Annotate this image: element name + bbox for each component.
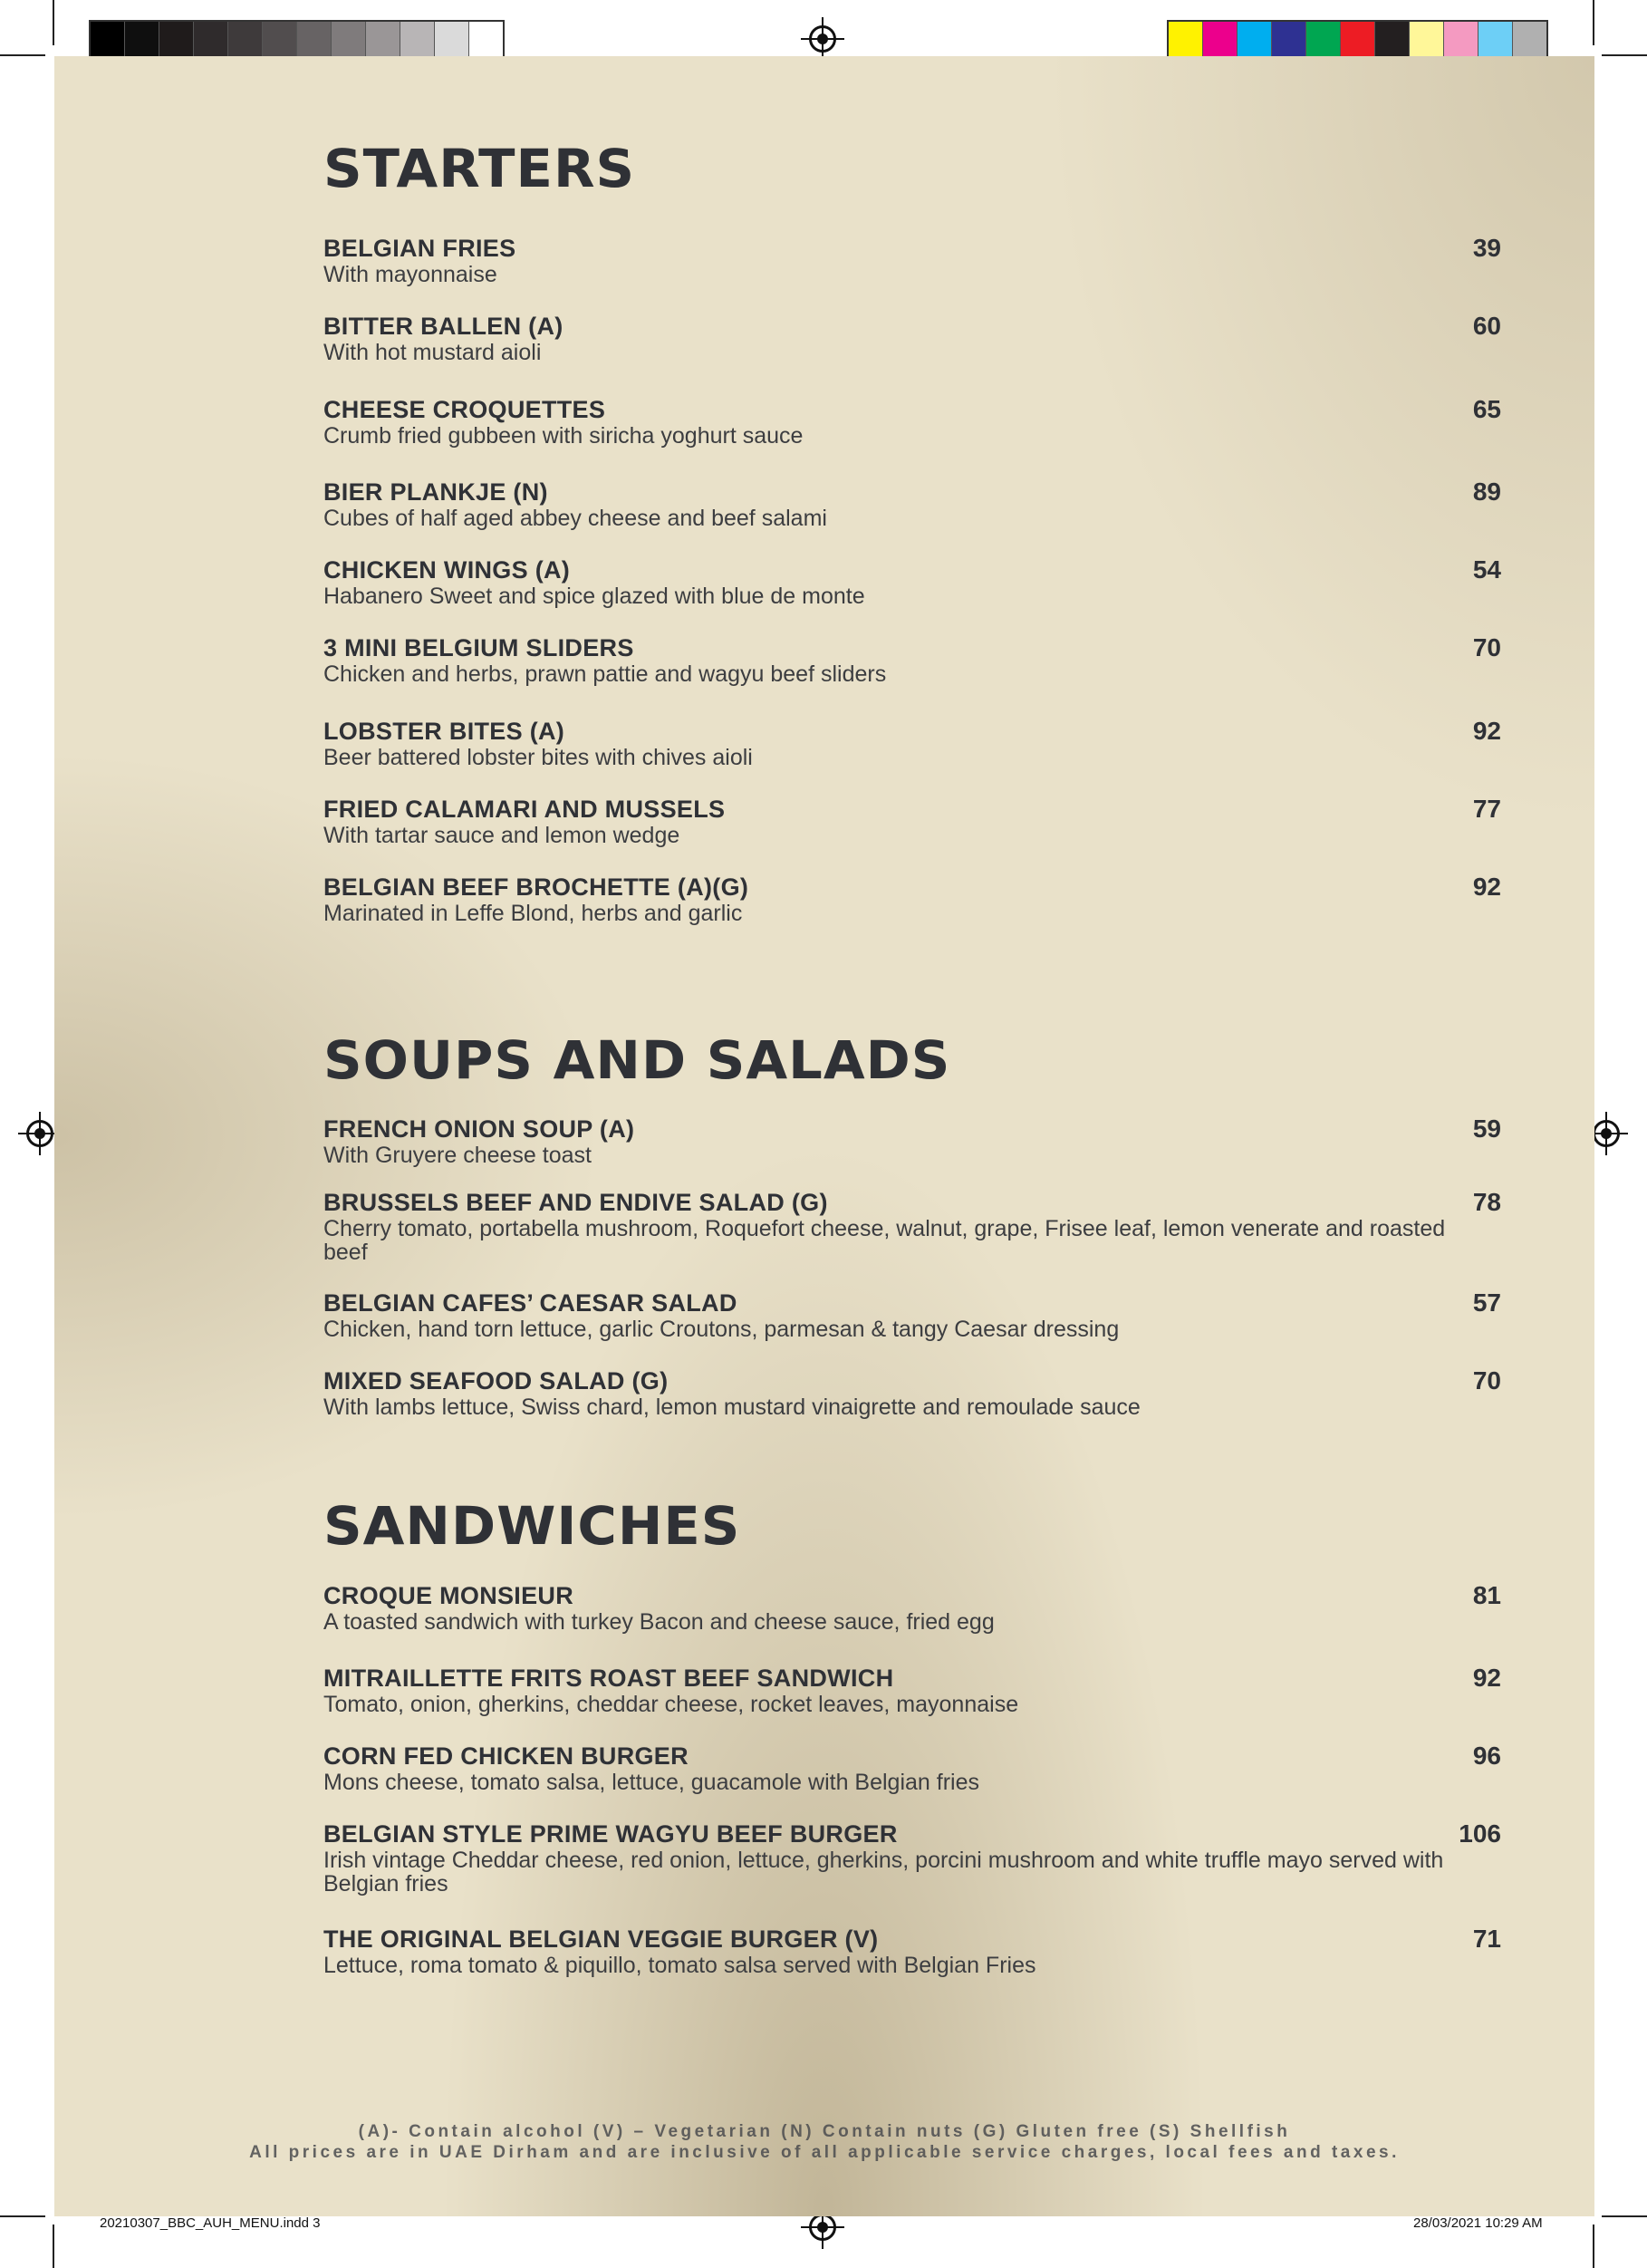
color-swatch — [1375, 22, 1410, 60]
menu-item-name: BRUSSELS BEEF AND ENDIVE SALAD (G) — [323, 1189, 828, 1216]
menu-item-price: 70 — [1472, 633, 1501, 661]
menu-item-description: Cherry tomato, portabella mushroom, Roquefort cheese, walnut, grape, Frisee leaf, lemon venerate and roasted beef — [323, 1216, 1446, 1265]
color-swatch — [1203, 22, 1238, 60]
section-title-soups-and-salads: SOUPS AND SALADS — [323, 1029, 951, 1091]
color-swatch — [263, 22, 297, 60]
color-swatch — [1410, 22, 1444, 60]
menu-item-name: CORN FED CHICKEN BURGER — [323, 1742, 689, 1770]
menu-item-price: 92 — [1472, 717, 1501, 745]
menu-item-price: 65 — [1472, 395, 1501, 423]
menu-item-name: LOBSTER BITES (A) — [323, 718, 565, 745]
color-swatch — [1272, 22, 1306, 60]
crop-mark — [1602, 54, 1647, 56]
registration-mark-icon — [809, 2214, 836, 2241]
menu-item-price: 92 — [1472, 873, 1501, 901]
menu-item-name: BELGIAN STYLE PRIME WAGYU BEEF BURGER — [323, 1820, 898, 1848]
menu-item — [323, 234, 1501, 286]
color-swatch — [1238, 22, 1272, 60]
menu-item-description: Chicken, hand torn lettuce, garlic Croutons, parmesan & tangy Caesar dressing — [323, 1317, 1120, 1342]
color-swatch — [297, 22, 332, 60]
menu-item-name: BIER PLANKJE (N) — [323, 478, 548, 506]
menu-item — [323, 1925, 1501, 1977]
crop-mark — [1593, 2225, 1594, 2268]
registration-mark-icon — [26, 1120, 53, 1147]
menu-item-price: 96 — [1472, 1742, 1501, 1770]
menu-item — [323, 555, 1501, 608]
menu-item — [323, 1581, 1501, 1634]
menu-item-name: CHICKEN WINGS (A) — [323, 556, 571, 584]
crop-mark — [1602, 2215, 1647, 2217]
menu-item-description: With lambs lettuce, Swiss chard, lemon mustard vinaigrette and remoulade sauce — [323, 1395, 1141, 1420]
menu-item-description: Habanero Sweet and spice glazed with blue de monte — [323, 584, 865, 609]
menu-item-description: Irish vintage Cheddar cheese, red onion, lettuce, gherkins, porcini mushroom and white truffle mayo served with Belgian fries — [323, 1848, 1444, 1896]
menu-item-description: With mayonnaise — [323, 262, 497, 287]
menu-item-price: 106 — [1459, 1819, 1501, 1848]
color-swatch — [332, 22, 366, 60]
menu-item-description: Beer battered lobster bites with chives aioli — [323, 745, 753, 770]
section-title-starters: STARTERS — [323, 138, 636, 199]
menu-item-price: 89 — [1472, 478, 1501, 506]
color-swatch — [194, 22, 228, 60]
color-swatch — [400, 22, 435, 60]
menu-item — [323, 1664, 1501, 1716]
menu-item-description: Chicken and herbs, prawn pattie and wagyu beef sliders — [323, 661, 887, 687]
menu-item — [323, 795, 1501, 847]
menu-item-name: FRIED CALAMARI AND MUSSELS — [323, 796, 726, 823]
menu-item-description: With Gruyere cheese toast — [323, 1143, 592, 1168]
color-swatch — [1513, 22, 1546, 60]
file-slug: 20210307_BBC_AUH_MENU.indd 3 — [100, 2215, 321, 2231]
menu-item — [323, 1742, 1501, 1794]
menu-item-description: A toasted sandwich with turkey Bacon and cheese sauce, fried egg — [323, 1609, 995, 1635]
registration-mark-icon — [1593, 1120, 1620, 1147]
menu-item-price: 78 — [1472, 1188, 1501, 1216]
crop-mark — [0, 2215, 45, 2217]
color-swatch — [1341, 22, 1375, 60]
menu-item-price: 71 — [1472, 1925, 1501, 1953]
menu-item-name: BELGIAN FRIES — [323, 235, 516, 262]
color-swatch — [228, 22, 263, 60]
color-swatch — [1306, 22, 1341, 60]
menu-item-name: FRENCH ONION SOUP (A) — [323, 1115, 635, 1143]
menu-item-price: 92 — [1472, 1664, 1501, 1692]
menu-item — [323, 1188, 1501, 1264]
menu-item-price: 57 — [1472, 1288, 1501, 1317]
menu-item-price: 39 — [1472, 234, 1501, 262]
menu-item-name: 3 MINI BELGIUM SLIDERS — [323, 634, 634, 661]
color-swatch — [1169, 22, 1203, 60]
menu-item — [323, 1366, 1501, 1419]
price-note: All prices are in UAE Dirham and are inclusive of all applicable service charges, local fees and taxes. — [249, 2143, 1400, 2162]
menu-item-description: Lettuce, roma tomato & piquillo, tomato salsa served with Belgian Fries — [323, 1953, 1036, 1978]
menu-item — [323, 717, 1501, 769]
registration-mark-icon — [809, 25, 836, 53]
menu-item-price: 59 — [1472, 1115, 1501, 1143]
crop-mark — [1593, 0, 1594, 45]
menu-item — [323, 395, 1501, 448]
color-swatch — [366, 22, 400, 60]
menu-item — [323, 1288, 1501, 1341]
crop-mark — [53, 0, 54, 45]
menu-item-description: Cubes of half aged abbey cheese and beef salami — [323, 506, 827, 531]
menu-item-description: With tartar sauce and lemon wedge — [323, 823, 680, 848]
menu-item-name: BELGIAN CAFES’ CAESAR SALAD — [323, 1289, 737, 1317]
color-swatch — [159, 22, 194, 60]
allergen-legend: (A)- Contain alcohol (V) – Vegetarian (N) Contain nuts (G) Gluten free (S) Shellfish — [358, 2122, 1291, 2141]
menu-item-name: BITTER BALLEN (A) — [323, 313, 563, 340]
menu-item-name: BELGIAN BEEF BROCHETTE (A)(G) — [323, 873, 749, 901]
menu-item-price: 81 — [1472, 1581, 1501, 1609]
menu-item-price: 60 — [1472, 312, 1501, 340]
menu-item — [323, 478, 1501, 530]
menu-item-description: Mons cheese, tomato salsa, lettuce, guacamole with Belgian fries — [323, 1770, 979, 1795]
menu-item-name: MITRAILLETTE FRITS ROAST BEEF SANDWICH — [323, 1665, 894, 1692]
section-title-sandwiches: SANDWICHES — [323, 1495, 741, 1557]
menu-item-name: MIXED SEAFOOD SALAD (G) — [323, 1367, 669, 1395]
menu-item-price: 54 — [1472, 555, 1501, 584]
menu-item — [323, 312, 1501, 364]
menu-item-description: Tomato, onion, gherkins, cheddar cheese, rocket leaves, mayonnaise — [323, 1692, 1019, 1717]
crop-mark — [0, 54, 45, 56]
menu-item-description: Crumb fried gubbeen with siricha yoghurt sauce — [323, 423, 804, 449]
menu-item-name: THE ORIGINAL BELGIAN VEGGIE BURGER (V) — [323, 1925, 879, 1953]
menu-item-name: CHEESE CROQUETTES — [323, 396, 606, 423]
menu-item-price: 77 — [1472, 795, 1501, 823]
menu-item-price: 70 — [1472, 1366, 1501, 1395]
color-swatch — [1478, 22, 1513, 60]
color-swatch — [91, 22, 125, 60]
color-swatch — [469, 22, 503, 60]
crop-mark — [53, 2225, 54, 2268]
menu-item-description: With hot mustard aioli — [323, 340, 542, 365]
menu-item — [323, 1115, 1501, 1167]
menu-item — [323, 873, 1501, 925]
menu-item-name: CROQUE MONSIEUR — [323, 1582, 574, 1609]
color-swatch — [435, 22, 469, 60]
menu-item — [323, 1819, 1501, 1896]
color-swatch — [1444, 22, 1478, 60]
color-swatch — [125, 22, 159, 60]
menu-item-description: Marinated in Leffe Blond, herbs and garlic — [323, 901, 743, 926]
menu-item — [323, 633, 1501, 686]
print-timestamp: 28/03/2021 10:29 AM — [1413, 2215, 1543, 2231]
